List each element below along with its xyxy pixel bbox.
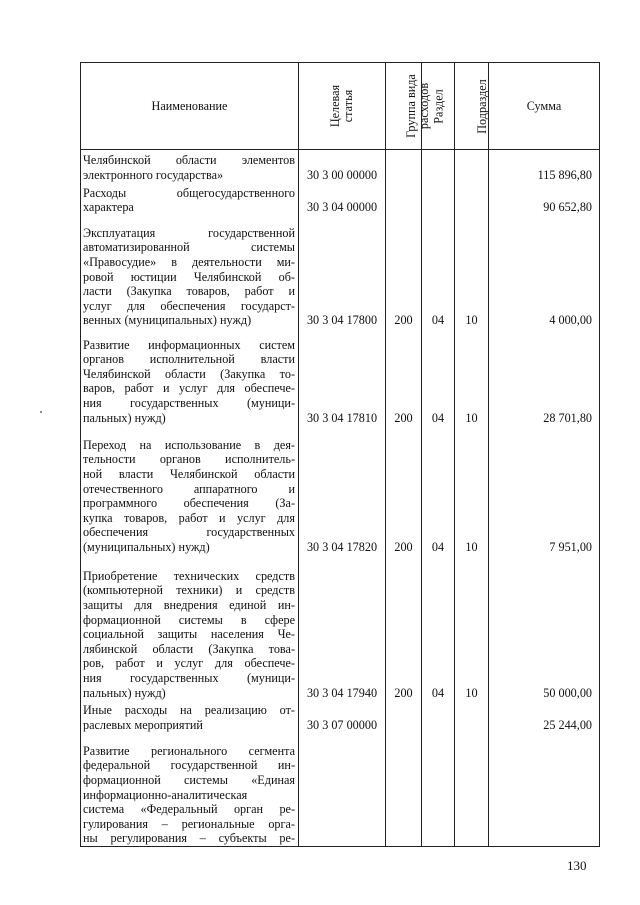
row-subsection bbox=[455, 150, 489, 183]
header-target-article: Целевая статья bbox=[299, 63, 386, 150]
row-name-line: социальной защиты населения Че- bbox=[83, 627, 295, 642]
row-expense-group: 200 bbox=[386, 215, 422, 328]
row-name-line: пальных) нужд) bbox=[83, 410, 166, 425]
row-name-line: услуг для обеспечения государст- bbox=[83, 298, 295, 313]
row-section: 04 bbox=[422, 215, 455, 328]
row-section: 04 bbox=[422, 425, 455, 554]
row-name-line: ной власти Челябинской области bbox=[83, 467, 295, 482]
row-name-line: ласти (Закупка товаров, работ и bbox=[83, 284, 295, 299]
row-name-line: Эксплуатация государственной bbox=[83, 225, 295, 240]
row-sum: 25 244,00 bbox=[489, 700, 600, 732]
row-expense-group bbox=[386, 733, 422, 847]
row-name-line: электронного государства» bbox=[83, 167, 224, 182]
row-target-article: 30 3 07 00000 bbox=[299, 700, 386, 732]
row-subsection bbox=[455, 182, 489, 214]
row-sum: 7 951,00 bbox=[489, 425, 600, 554]
row-subsection: 10 bbox=[455, 215, 489, 328]
row-name-line: информационно-аналитическая bbox=[83, 787, 248, 802]
table-row bbox=[81, 425, 600, 554]
row-subsection bbox=[455, 700, 489, 732]
row-name-line: варов, работ и услуг для обеспече- bbox=[83, 381, 295, 396]
row-name bbox=[81, 700, 299, 732]
row-target-article: 30 3 04 17820 bbox=[299, 425, 386, 554]
row-name-line: (муниципальных) нужд) bbox=[83, 540, 210, 554]
row-expense-group bbox=[386, 182, 422, 214]
row-name-line: ровой юстиции Челябинской об- bbox=[83, 269, 295, 284]
row-target-article bbox=[299, 733, 386, 847]
row-sum: 90 652,80 bbox=[489, 182, 600, 214]
row-name-line: Челябинской области (Закупка то- bbox=[83, 366, 295, 381]
table-row bbox=[81, 555, 600, 701]
table-row bbox=[81, 182, 600, 214]
row-name-line: характера bbox=[83, 200, 134, 215]
row-name-line: Переход на использование в дея- bbox=[83, 437, 295, 452]
row-name bbox=[81, 182, 299, 214]
header-expense-group: Группа вида расходов bbox=[386, 63, 422, 150]
row-expense-group: 200 bbox=[386, 555, 422, 701]
row-name-line: отечественного аппаратного и bbox=[83, 481, 295, 496]
row-subsection: 10 bbox=[455, 425, 489, 554]
row-name bbox=[81, 555, 299, 701]
table-row bbox=[81, 733, 600, 847]
row-expense-group: 200 bbox=[386, 425, 422, 554]
row-target-article: 30 3 04 17800 bbox=[299, 215, 386, 328]
row-name-line: программного обеспечения (За- bbox=[83, 496, 295, 511]
row-name-line: система «Федеральный орган ре- bbox=[83, 802, 295, 817]
row-name-line: обеспечения государственных bbox=[83, 525, 295, 540]
header-section: Раздел bbox=[422, 63, 455, 150]
row-name-line: раслевых мероприятий bbox=[83, 718, 203, 732]
header-sum: Сумма bbox=[489, 63, 600, 150]
table-row bbox=[81, 328, 600, 425]
row-name-line: Приобретение технических средств bbox=[83, 568, 295, 583]
row-name-line: ния государственных (муници- bbox=[83, 671, 295, 686]
row-name-line: автоматизированной системы bbox=[83, 240, 295, 255]
row-name bbox=[81, 150, 299, 183]
row-subsection: 10 bbox=[455, 328, 489, 425]
row-name-line: федеральной государственной ин- bbox=[83, 758, 295, 773]
row-name-line: гулирования – региональные орга- bbox=[83, 816, 295, 831]
budget-table bbox=[80, 62, 600, 847]
row-sum: 28 701,80 bbox=[489, 328, 600, 425]
row-name-line: ров, работ и услуг для обеспече- bbox=[83, 656, 295, 671]
row-subsection bbox=[455, 733, 489, 847]
row-name bbox=[81, 733, 299, 847]
row-name-line: Развитие информационных систем bbox=[83, 337, 295, 352]
page-number: 130 bbox=[567, 858, 587, 873]
row-sum: 115 896,80 bbox=[489, 150, 600, 183]
table-row bbox=[81, 700, 600, 732]
row-name-line: (компьютерной техники) и средств bbox=[83, 583, 295, 598]
row-sum bbox=[489, 733, 600, 847]
row-expense-group: 200 bbox=[386, 328, 422, 425]
header-name: Наименование bbox=[81, 63, 299, 150]
header-row bbox=[81, 63, 600, 150]
row-name-line: защиты для внедрения единой ин- bbox=[83, 598, 295, 613]
table-row bbox=[81, 150, 600, 183]
row-name-line: ны регулирования – субъекты ре- bbox=[83, 831, 295, 846]
row-subsection: 10 bbox=[455, 555, 489, 701]
row-name-line: «Правосудие» в деятельности ми- bbox=[83, 255, 295, 270]
row-name-line: купка товаров, работ и услуг для bbox=[83, 510, 295, 525]
row-section: 04 bbox=[422, 328, 455, 425]
row-expense-group bbox=[386, 150, 422, 183]
row-target-article: 30 3 04 17940 bbox=[299, 555, 386, 701]
row-name-line: пальных) нужд) bbox=[83, 685, 166, 700]
row-sum: 4 000,00 bbox=[489, 215, 600, 328]
row-target-article: 30 3 00 00000 bbox=[299, 150, 386, 183]
row-name-line: Челябинской области элементов bbox=[83, 153, 295, 168]
row-name-line: венных (муниципальных) нужд) bbox=[83, 313, 252, 328]
row-name-line: Иные расходы на реализацию от- bbox=[83, 703, 295, 718]
row-name-line: формационной системы в сфере bbox=[83, 612, 295, 627]
row-name-line: Развитие регионального сегмента bbox=[83, 743, 295, 758]
row-target-article: 30 3 04 17810 bbox=[299, 328, 386, 425]
row-name-line: ния государственных (муници- bbox=[83, 395, 295, 410]
row-name-line: органов исполнительной власти bbox=[83, 352, 295, 367]
row-name-line: формационной системы «Единая bbox=[83, 773, 295, 788]
row-name bbox=[81, 328, 299, 425]
row-section bbox=[422, 150, 455, 183]
row-name-line: тельности органов исполнитель- bbox=[83, 452, 295, 467]
row-section bbox=[422, 700, 455, 732]
row-name-line: Расходы общегосударственного bbox=[83, 185, 295, 200]
scan-mark bbox=[40, 411, 42, 413]
row-section bbox=[422, 733, 455, 847]
row-name-line: лябинской области (Закупка това- bbox=[83, 641, 295, 656]
row-name bbox=[81, 425, 299, 554]
header-subsection: Подраздел bbox=[455, 63, 489, 150]
row-section: 04 bbox=[422, 555, 455, 701]
row-target-article: 30 3 04 00000 bbox=[299, 182, 386, 214]
table-row bbox=[81, 215, 600, 328]
row-expense-group bbox=[386, 700, 422, 732]
row-section bbox=[422, 182, 455, 214]
row-sum: 50 000,00 bbox=[489, 555, 600, 701]
row-name bbox=[81, 215, 299, 328]
